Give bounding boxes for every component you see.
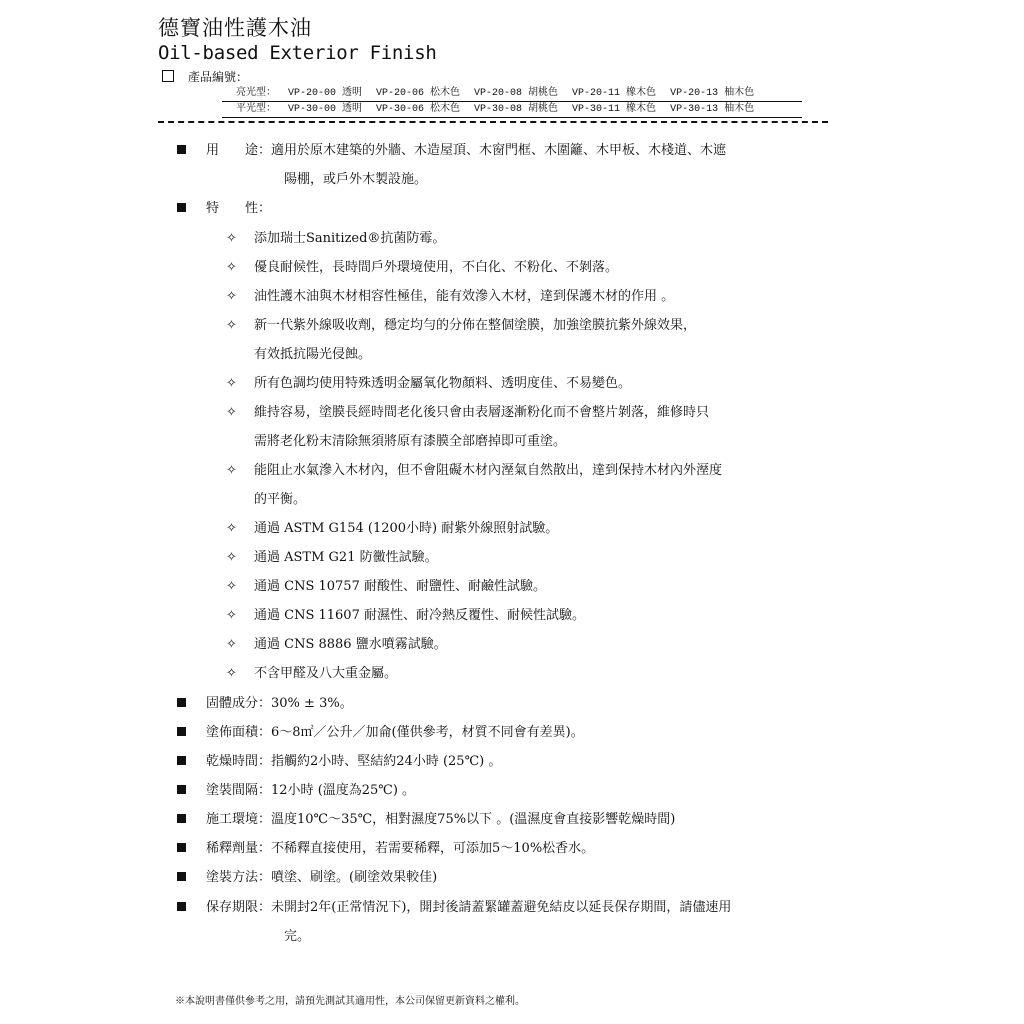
spec-value: 30% ± 3%。 xyxy=(271,696,353,711)
diamond-bullet-icon: ✧ xyxy=(226,405,237,420)
spec-value: 未開封2年(正常情況下)，開封後請蓋緊罐蓋避免結皮以延長保存期間，請儘速用 xyxy=(271,900,732,915)
product-code: VP-20-11 橡木色 xyxy=(572,88,657,99)
product-code: VP-30-11 橡木色 xyxy=(572,104,657,115)
dashed-divider xyxy=(158,121,828,123)
spec-label: 保存期限： xyxy=(206,900,272,915)
features-label: 特 性： xyxy=(206,201,272,216)
product-code-row-name: 亮光型： xyxy=(236,88,276,99)
spec-row xyxy=(177,837,594,856)
product-code-row-name: 平光型： xyxy=(236,104,276,115)
square-bullet-icon xyxy=(177,145,186,154)
spec-value-cont: 完。 xyxy=(284,929,311,944)
spec-row xyxy=(177,750,501,769)
spec-row xyxy=(177,779,415,798)
diamond-bullet-icon: ✧ xyxy=(226,637,237,652)
spec-label: 施工環境： xyxy=(206,812,272,827)
diamond-bullet-icon: ✧ xyxy=(226,608,237,623)
spec-label: 塗佈面積： xyxy=(206,725,272,740)
diamond-bullet-icon: ✧ xyxy=(226,579,237,594)
square-bullet-icon xyxy=(177,872,186,881)
product-code: VP-20-06 松木色 xyxy=(376,88,461,99)
square-bullet-icon xyxy=(177,756,186,765)
diamond-bullet-icon: ✧ xyxy=(226,231,237,246)
feature-item: ✧ 通過 CNS 11607 耐濕性、耐冷熱反覆性、耐候性試驗。 xyxy=(226,608,585,623)
spec-row xyxy=(177,808,675,827)
feature-item: ✧ 所有色調均使用特殊透明金屬氧化物顏料、透明度佳、不易變色。 xyxy=(226,376,632,391)
feature-item: ✧ 通過 CNS 8886 鹽水噴霧試驗。 xyxy=(226,637,447,652)
feature-item: ✧ 通過 ASTM G21 防黴性試驗。 xyxy=(226,550,438,565)
feature-item: ✧ 新一代紫外線吸收劑，穩定均勻的分佈在整個塗膜，加強塗膜抗紫外線效果， xyxy=(226,318,697,333)
feature-item: ✧ 不含甲醛及八大重金屬。 xyxy=(226,666,398,681)
spec-label: 塗裝間隔： xyxy=(206,783,272,798)
spec-label: 乾燥時間： xyxy=(206,754,272,769)
spec-value: 不稀釋直接使用，若需要稀釋，可添加5～10%松香水。 xyxy=(271,841,595,856)
usage-text: 適用於原木建築的外牆、木造屋頂、木窗門框、木圍籬、木甲板、木棧道、木遮 xyxy=(271,143,727,158)
spec-row xyxy=(177,692,353,711)
square-bullet-icon xyxy=(177,814,186,823)
diamond-bullet-icon: ✧ xyxy=(226,318,237,333)
square-bullet-icon xyxy=(177,843,186,852)
diamond-bullet-icon: ✧ xyxy=(226,521,237,536)
usage-section xyxy=(177,139,726,158)
square-bullet-icon xyxy=(177,902,186,911)
spec-value: 溫度10℃～35℃，相對濕度75%以下 。(溫濕度會直接影響乾燥時間) xyxy=(271,812,676,827)
feature-item: ✧ 能阻止水氣滲入木材內，但不會阻礙木材內溼氣自然散出，達到保持木材內外溼度 xyxy=(226,463,723,478)
feature-item-cont: 的平衡。 xyxy=(254,492,307,507)
usage-label: 用 途： xyxy=(206,143,272,158)
product-code: VP-30-00 透明 xyxy=(288,104,363,115)
product-code: VP-20-00 透明 xyxy=(288,88,363,99)
spec-label: 塗裝方法： xyxy=(206,870,272,885)
feature-item: ✧ 通過 ASTM G154 (1200小時) 耐紫外線照射試驗。 xyxy=(226,521,559,536)
document-title-zh: 德寶油性護木油 xyxy=(158,16,312,40)
square-bullet-icon xyxy=(177,698,186,707)
feature-item: ✧ 油性護木油與木材相容性極佳，能有效滲入木材，達到保護木材的作用 。 xyxy=(226,289,675,304)
square-bullet-icon xyxy=(177,785,186,794)
diamond-bullet-icon: ✧ xyxy=(226,260,237,275)
spec-value: 12小時 (溫度為25℃) 。 xyxy=(271,783,416,798)
diamond-bullet-icon: ✧ xyxy=(226,463,237,478)
product-code: VP-30-08 胡桃色 xyxy=(474,104,559,115)
spec-label: 稀釋劑量： xyxy=(206,841,272,856)
spec-row xyxy=(177,896,731,915)
spec-value: 噴塗、刷塗。(刷塗效果較佳) xyxy=(271,870,438,885)
spec-row xyxy=(177,721,584,740)
spec-value: 指觸約2小時、堅結約24小時 (25℃) 。 xyxy=(271,754,502,769)
document-title-en: Oil-based Exterior Finish xyxy=(158,42,437,64)
square-bullet-icon xyxy=(177,203,186,212)
diamond-bullet-icon: ✧ xyxy=(226,289,237,304)
usage-text-cont: 陽棚，或戶外木製設施。 xyxy=(284,172,428,187)
spec-row xyxy=(177,866,437,885)
diamond-bullet-icon: ✧ xyxy=(226,550,237,565)
product-code: VP-30-06 松木色 xyxy=(376,104,461,115)
spec-label: 固體成分： xyxy=(206,696,272,711)
feature-item: ✧ 優良耐候性，長時間戶外環境使用，不白化、不粉化、不剝落。 xyxy=(226,260,619,275)
feature-item-cont: 需將老化粉末清除無須將原有漆膜全部磨掉即可重塗。 xyxy=(254,434,567,449)
product-code-row-gloss xyxy=(222,88,802,102)
product-code: VP-30-13 柚木色 xyxy=(670,104,755,115)
diamond-bullet-icon: ✧ xyxy=(226,666,237,681)
diamond-bullet-icon: ✧ xyxy=(226,376,237,391)
square-bullet-icon xyxy=(177,727,186,736)
feature-item-cont: 有效抵抗陽光侵蝕。 xyxy=(254,347,372,362)
spec-value: 6～8㎡／公升／加侖(僅供參考，材質不同會有差異)。 xyxy=(271,725,584,740)
feature-item: ✧ 維持容易，塗膜長經時間老化後只會由表層逐漸粉化而不會整片剝落，維修時只 xyxy=(226,405,710,420)
product-code-row-matte xyxy=(222,104,802,118)
feature-item: ✧ 添加瑞士Sanitized®抗菌防霉。 xyxy=(226,231,446,246)
product-code: VP-20-08 胡桃色 xyxy=(474,88,559,99)
disclaimer-footnote: ※本說明書僅供參考之用，請預先測試其適用性，本公司保留更新資料之權利。 xyxy=(175,996,525,1007)
feature-item: ✧ 通過 CNS 10757 耐酸性、耐鹽性、耐鹼性試驗。 xyxy=(226,579,546,594)
product-code-label: 產品編號： xyxy=(162,68,248,85)
checkbox-square-icon xyxy=(162,70,174,82)
features-section xyxy=(177,197,271,216)
product-code: VP-20-13 柚木色 xyxy=(670,88,755,99)
